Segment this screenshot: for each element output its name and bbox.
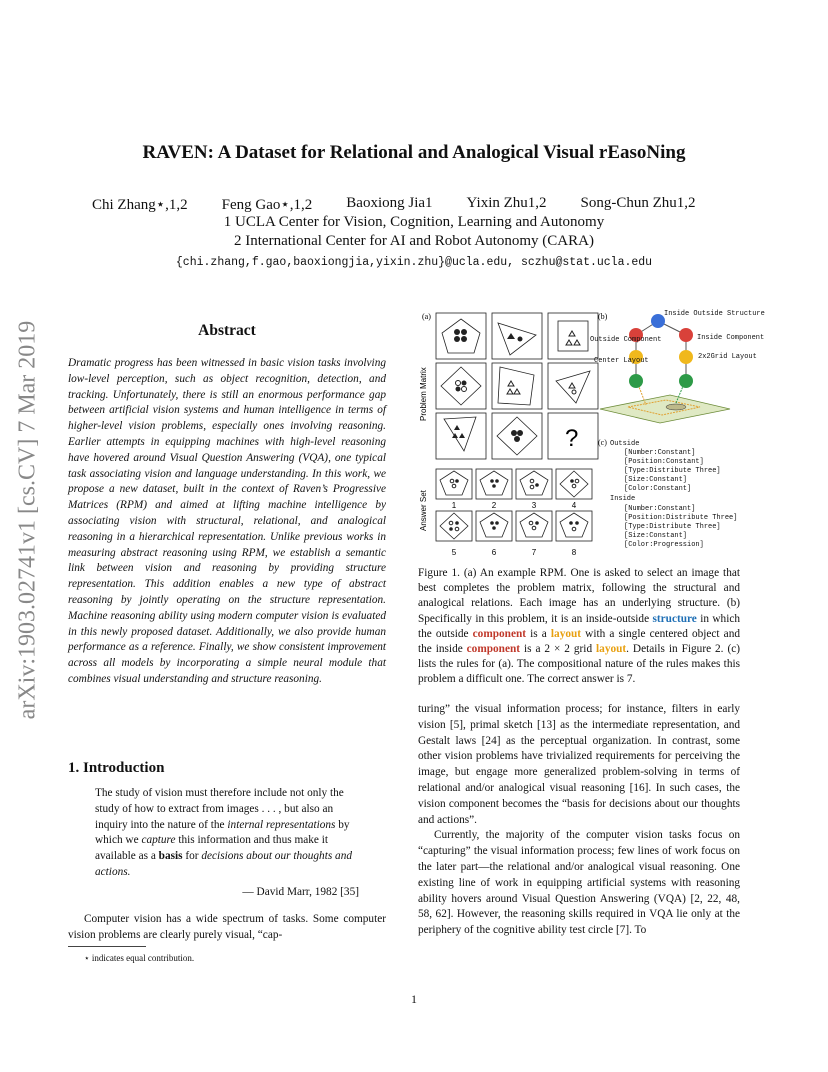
root-node [651, 314, 665, 328]
rule: [Size:Constant] [624, 532, 688, 540]
answer-numbers [452, 501, 577, 557]
author: Baoxiong Jia1 [346, 195, 433, 211]
footnote-rule [68, 946, 146, 947]
author: Song-Chun Zhu1,2 [580, 195, 696, 211]
arxiv-stamp [8, 290, 48, 750]
answer-number: 2 [491, 501, 497, 510]
rule: [Position:Constant] [624, 458, 704, 466]
missing-panel-question-mark: ? [565, 425, 579, 452]
right-column-text [418, 702, 740, 939]
tree-labels [590, 310, 765, 365]
rule: [Type:Distribute Three] [624, 523, 721, 531]
author: Feng Gao⋆,1,2 [221, 197, 313, 213]
affiliation: 1 UCLA Center for Vision, Cognition, Learning and Autonomy [223, 214, 605, 230]
rule: [Type:Distribute Three] [624, 467, 721, 475]
grid-layout-node [679, 350, 693, 364]
arxiv-id: arXiv:1903.02741v1 [cs.CV] 7 Mar 2019 [14, 320, 41, 720]
abstract-heading: Abstract [198, 322, 256, 339]
problem-matrix-label: Problem Matrix [419, 367, 428, 421]
figure-1 [414, 305, 765, 563]
tree-label-center: Center Layout [594, 357, 649, 365]
rules-inside-title: Inside [610, 495, 636, 503]
tree-label-outside: Outside Component [590, 336, 662, 344]
author-list [92, 195, 696, 214]
answer-number: 1 [451, 501, 457, 510]
inside-entity-node [679, 374, 693, 388]
footnote: ⋆ indicates equal contribution. [84, 953, 195, 963]
answer-set-label: Answer Set [419, 490, 428, 531]
section-heading: 1. Introduction [68, 760, 165, 776]
rule: [Position:Distribute Three] [624, 514, 738, 522]
matrix-shapes [452, 329, 580, 442]
author: Chi Zhang⋆,1,2 [92, 197, 188, 213]
figure-label-a: (a) [422, 312, 431, 321]
rule: [Size:Constant] [624, 476, 688, 484]
epigraph-quote [95, 786, 359, 901]
intro-paragraph: Computer vision has a wide spectrum of tasks. Some computer vision problems are clearly purely visual, “cap- [68, 913, 386, 941]
inside-component-node [679, 328, 693, 342]
body-paragraph: Currently, the majority of the computer vision tasks focus on “capturing” the visual information process; few lines of work focus on the later part—the relational and/or analogical visual reasoning. One existing line of work in equipping artificial systems with reasoning ability hovers around Visual Question Answering (VQA) [2, 22, 48, 58, 62]. However, the reasoning skills required in VQA lie only at the periphery of the cognitive ability test circle [7]. To [418, 829, 740, 937]
outside-entity-node [629, 374, 643, 388]
rule: [Number:Constant] [624, 505, 696, 513]
answer-number: 3 [531, 501, 537, 510]
answer-number: 4 [571, 501, 577, 510]
answer-number: 8 [571, 548, 577, 557]
tree-label-grid: 2x2Grid Layout [698, 353, 757, 361]
page-number: 1 [411, 992, 417, 1006]
affiliation: 2 International Center for AI and Robot Autonomy (CARA) [234, 233, 594, 249]
figure-caption: Figure 1. (a) An example RPM. One is asked to select an image that best completes the problem matrix, following the structural and analogical relations. Each image has an underlying structure. (b) Specifically in this problem, it is an inside-outside structure in which the outside component is a layout with a single centered object and the inside component is a 2 × 2 grid layout. Details in Figure 2. (c) lists the rules for (a). The compositional nature of the rules makes this problem a difficult one. The correct answer is 7. [418, 567, 740, 686]
author: Yixin Zhu1,2 [466, 195, 547, 211]
author-emails: {chi.zhang,f.gao,baoxiongjia,yixin.zhu}@ucla.edu, sczhu@stat.ucla.edu [175, 256, 653, 269]
quote-text: The study of vision must therefore include not only the study of how to extract from images . . . , but also an inquiry into the nature of the internal representations by which we capture this information and thus make it available as a basis for decisions about our thoughts and actions. [95, 787, 353, 878]
paper-title: RAVEN: A Dataset for Relational and Analogical Visual rEasoNing [142, 142, 686, 163]
answer-number: 6 [491, 548, 497, 557]
body-paragraph: turing” the visual information process; for instance, filters in early vision [5], primal sketch [13] as the intermediate representation, and Gestalt laws [24] as the perceptual organization. In contrast, some other vision problems have trivialized requirements for perceiving the image, but engage more generalized problem-solving in terms of relational and/or analogical visual reasoning [16]. In such cases, the vision component becomes the “basis for decisions about our thoughts and actions”. [418, 703, 740, 826]
answer-number: 7 [531, 548, 537, 557]
tree-label-root: Inside Outside Structure [664, 310, 765, 318]
tree-label-inside: Inside Component [697, 334, 765, 342]
abstract-text: Dramatic progress has been witnessed in basic vision tasks involving low-level perception, such as object recognition, detection, and tracking. Unfortunately, there is still an enormous performance gap between artificial vision systems and human intelligence in terms of higher-level vision problems, especially ones involving reasoning. Earlier attempts in equipping machines with high-level reasoning have hovered around Visual Question Answering (VQA), one typical task associating vision and language understanding. In this work, we propose a new dataset, built in the context of Raven’s Progressive Matrices (RPM) and aimed at lifting machine intelligence by associating vision with structural, relational, and analogical reasoning in a hierarchical representation. Unlike previous works in measuring abstract reasoning using RPM, we establish a semantic link between vision and reasoning by providing structure representation. This addition enables a new type of abstract reasoning by jointly operating on the structure representation. Machine reasoning ability using modern computer vision is evaluated in this newly proposed dataset. Additionally, we also provide human performance as a reference. Finally, we show consistent improvement across all models by incorporating a simple neural module that combines visual understanding and structure reasoning. [68, 357, 386, 685]
answer-number: 5 [451, 548, 457, 557]
answer-set [436, 469, 592, 541]
rules-list [598, 438, 737, 549]
answer-shapes [449, 479, 579, 531]
rules-outside-title: Outside [610, 440, 640, 448]
rule: [Number:Constant] [624, 449, 696, 457]
rule: [Color:Constant] [624, 485, 692, 493]
rule: [Color:Progression] [624, 541, 704, 549]
figure-label-b: (b) [598, 312, 608, 321]
structure-tree [600, 314, 730, 423]
quote-attribution: — David Marr, 1982 [35] [242, 885, 359, 898]
figure-label-c: (c) [598, 438, 607, 447]
